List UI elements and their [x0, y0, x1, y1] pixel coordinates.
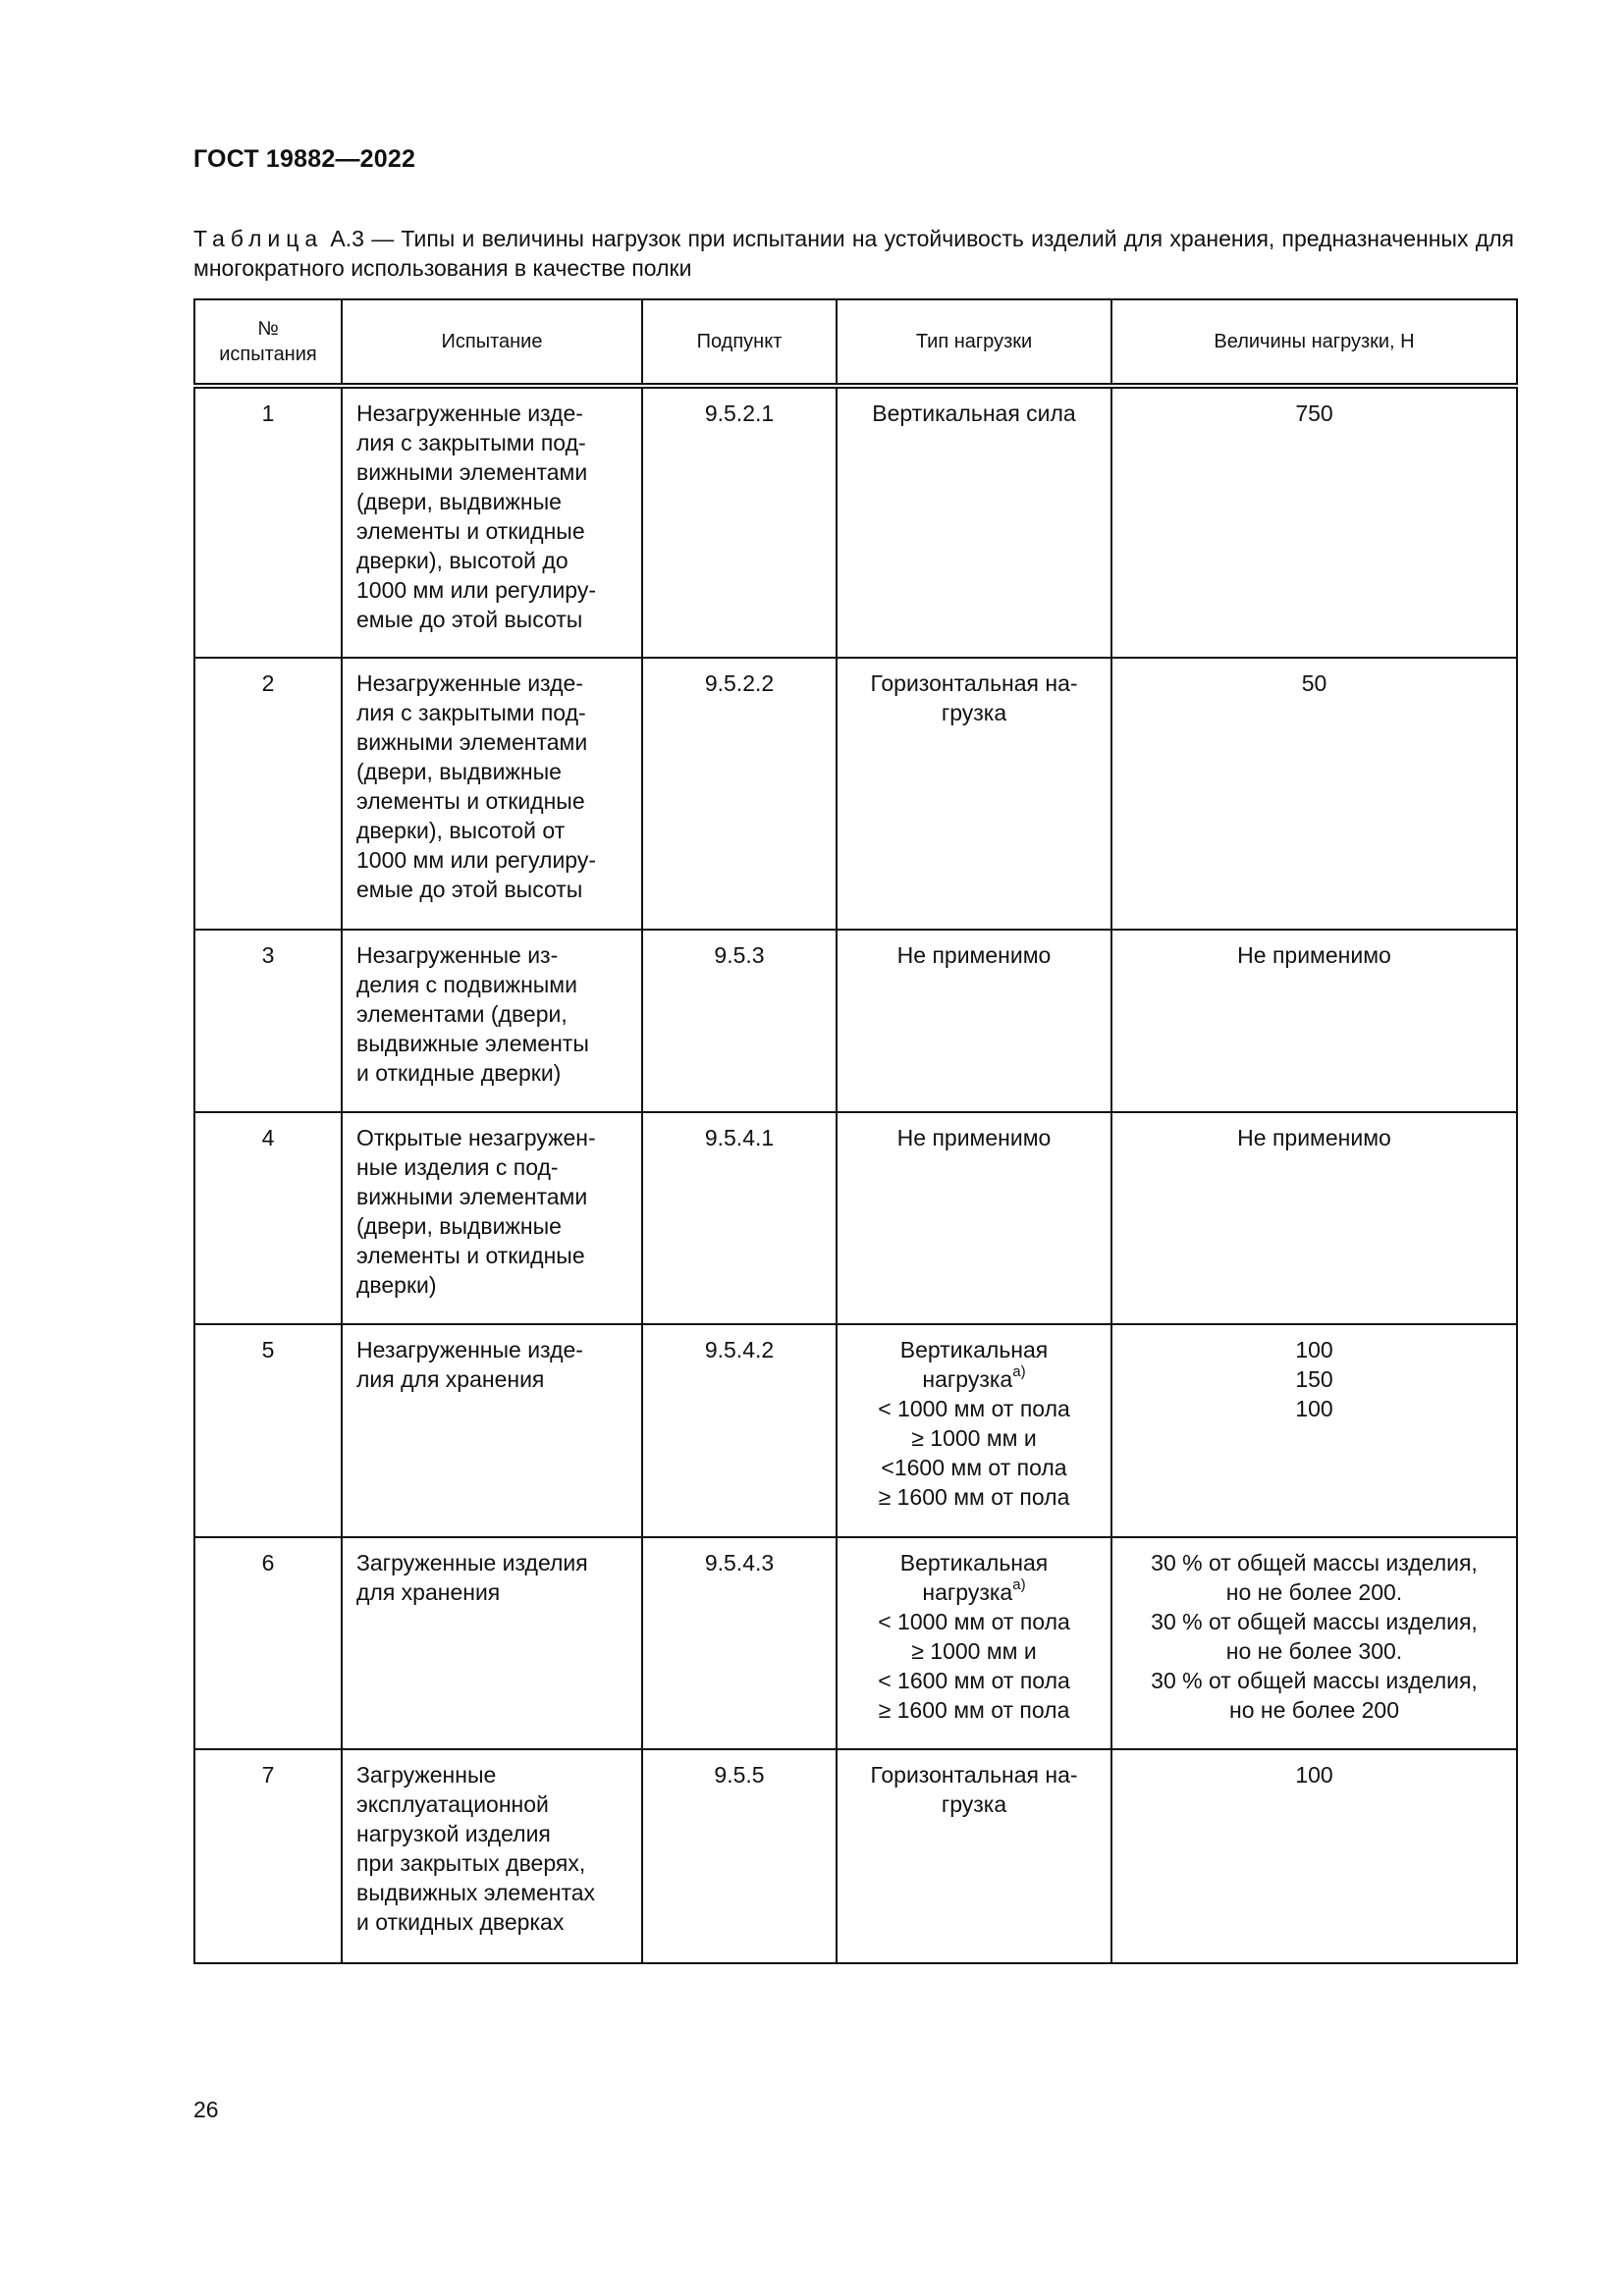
test-description-line [356, 487, 633, 516]
load-table [193, 298, 1518, 1964]
test-description-text: элементы и откидные [356, 518, 585, 544]
load-value-text: 150 [1295, 1366, 1333, 1392]
table-caption-text: А.3 — Типы и величины нагрузок при испытании на устойчивость изделий для хранения, предназначенных для многократного использования в качестве полки [193, 226, 1514, 281]
test-description-text: (двери, выдвижные [356, 489, 562, 514]
load-value-text: Не применимо [1237, 942, 1391, 968]
test-description-line [356, 1123, 633, 1152]
cell-test-number: 1 [194, 386, 342, 658]
test-description-line [356, 1577, 633, 1607]
test-description-line [356, 1907, 633, 1937]
column-header-num [194, 299, 342, 386]
load-type-text: Вертикальная [899, 1337, 1049, 1362]
load-type-text: Горизонтальная на- [870, 670, 1078, 696]
test-description-line [356, 875, 633, 904]
load-type-line [843, 1335, 1105, 1364]
load-type-text: Не применимо [896, 942, 1052, 968]
column-header-load-value: Величины нагрузки, Н [1111, 299, 1517, 386]
load-value-text: 30 % от общей массы изделия, [1151, 1609, 1478, 1634]
load-type-line [843, 1453, 1105, 1482]
document-header: ГОСТ 19882—2022 [193, 145, 416, 173]
test-description-text: ные изделия с под- [356, 1154, 559, 1180]
test-description-text: нагрузкой изделия [356, 1821, 551, 1846]
cell-load-value [1111, 1537, 1517, 1749]
footnote-marker: а) [1012, 1363, 1026, 1381]
cell-subclause: 9.5.3 [642, 930, 837, 1112]
test-description-text: дверки), высотой от [356, 818, 566, 843]
test-description-text: Незагруженные из- [356, 942, 559, 968]
load-value-line [1118, 1335, 1510, 1364]
load-type-line [843, 698, 1105, 727]
cell-load-type [837, 930, 1111, 1112]
test-description-text: вижными элементами [356, 1184, 588, 1209]
column-header-test: Испытание [342, 299, 642, 386]
test-description-line [356, 1789, 633, 1819]
test-description-text: дверки) [356, 1272, 437, 1298]
cell-load-value [1111, 930, 1517, 1112]
table-row [194, 1537, 1517, 1749]
load-type-text: ≥ 1600 мм от пола [878, 1697, 1070, 1723]
test-description-line [356, 1241, 633, 1270]
test-description-text: емые до этой высоты [356, 607, 583, 632]
test-description-text: лия для хранения [356, 1366, 545, 1392]
test-description-text: дверки), высотой до [356, 548, 568, 573]
load-value-text: но не более 200. [1225, 1579, 1403, 1605]
cell-test-number: 5 [194, 1324, 342, 1537]
table-row [194, 386, 1517, 658]
cell-load-type [837, 386, 1111, 658]
load-value-text: 100 [1295, 1396, 1333, 1421]
load-value-text: но не более 200 [1229, 1697, 1399, 1723]
test-description-line [356, 1819, 633, 1848]
load-type-line [843, 1666, 1105, 1695]
load-value-line [1118, 1695, 1510, 1725]
cell-test-description [342, 1537, 642, 1749]
cell-load-type [837, 1749, 1111, 1963]
cell-test-description [342, 1324, 642, 1537]
test-description-line [356, 605, 633, 634]
load-type-line [843, 1364, 1105, 1394]
cell-load-type [837, 658, 1111, 930]
test-description-line [356, 1548, 633, 1577]
test-description-line [356, 1848, 633, 1878]
load-type-text: грузка [941, 700, 1007, 725]
load-type-text: Не применимо [896, 1125, 1052, 1150]
cell-load-type [837, 1324, 1111, 1537]
load-value-line [1118, 399, 1510, 428]
cell-test-number: 3 [194, 930, 342, 1112]
load-value-line [1118, 940, 1510, 970]
load-value-line [1118, 1548, 1510, 1577]
load-type-text: ≥ 1600 мм от пола [878, 1484, 1070, 1510]
load-value-line [1118, 1394, 1510, 1423]
test-description-line [356, 1335, 633, 1364]
load-value-text: 750 [1295, 400, 1333, 426]
column-header-num-line1: № [257, 318, 279, 340]
load-value-line [1118, 1636, 1510, 1666]
load-value-text: 100 [1295, 1762, 1333, 1788]
load-type-text: нагрузка [922, 1579, 1013, 1605]
test-description-text: Незагруженные изде- [356, 400, 583, 426]
test-description-line [356, 786, 633, 816]
test-description-text: элементами (двери, [356, 1001, 568, 1027]
load-value-line [1118, 1666, 1510, 1695]
table-body [194, 386, 1517, 1963]
cell-test-number: 7 [194, 1749, 342, 1963]
column-header-num-line2: испытания [219, 344, 317, 365]
test-description-text: (двери, выдвижные [356, 759, 562, 784]
cell-test-description [342, 1749, 642, 1963]
cell-subclause: 9.5.2.1 [642, 386, 837, 658]
cell-subclause: 9.5.4.2 [642, 1324, 837, 1537]
test-description-line [356, 845, 633, 875]
test-description-line [356, 546, 633, 575]
load-type-line [843, 1423, 1105, 1453]
load-value-text: 30 % от общей массы изделия, [1151, 1668, 1478, 1693]
load-type-text: < 1000 мм от пола [878, 1609, 1070, 1634]
footnote-marker: а) [1012, 1576, 1026, 1594]
load-type-line [843, 1577, 1105, 1607]
load-value-text: 50 [1301, 670, 1327, 696]
table-row [194, 930, 1517, 1112]
test-description-text: Загруженные [356, 1762, 497, 1788]
test-description-line [356, 727, 633, 757]
test-description-line [356, 816, 633, 845]
test-description-text: вижными элементами [356, 459, 588, 485]
cell-load-value [1111, 1112, 1517, 1324]
load-value-line [1118, 1577, 1510, 1607]
test-description-text: эксплуатационной [356, 1791, 549, 1817]
test-description-line [356, 999, 633, 1029]
test-description-text: для хранения [356, 1579, 501, 1605]
test-description-text: при закрытых дверях, [356, 1850, 586, 1876]
test-description-line [356, 1878, 633, 1907]
load-type-line [843, 1789, 1105, 1819]
load-value-text: 100 [1295, 1337, 1333, 1362]
load-type-text: ≥ 1000 мм и [911, 1638, 1037, 1664]
test-description-text: выдвижных элементах [356, 1880, 596, 1905]
table-row [194, 658, 1517, 930]
cell-test-number: 4 [194, 1112, 342, 1324]
test-description-text: 1000 мм или регулиру- [356, 577, 597, 603]
load-value-text: Не применимо [1237, 1125, 1391, 1150]
load-type-text: ≥ 1000 мм и [911, 1425, 1037, 1451]
load-value-text: но не более 300. [1225, 1638, 1403, 1664]
page-number: 26 [193, 2097, 219, 2122]
test-description-line [356, 1270, 633, 1300]
cell-load-value [1111, 1324, 1517, 1537]
cell-test-number: 6 [194, 1537, 342, 1749]
load-type-line [843, 1482, 1105, 1512]
load-type-line [843, 1760, 1105, 1789]
test-description-line [356, 1029, 633, 1058]
test-description-line [356, 428, 633, 457]
test-description-line [356, 1211, 633, 1241]
cell-load-value [1111, 658, 1517, 930]
test-description-line [356, 970, 633, 999]
cell-load-value [1111, 386, 1517, 658]
table-row [194, 1112, 1517, 1324]
test-description-line [356, 1152, 633, 1182]
test-description-text: и откидных дверках [356, 1909, 565, 1935]
cell-subclause: 9.5.4.3 [642, 1537, 837, 1749]
column-header-subclause: Подпункт [642, 299, 837, 386]
test-description-text: лия с закрытыми под- [356, 700, 586, 725]
test-description-text: и откидные дверки) [356, 1060, 562, 1086]
load-type-line [843, 1394, 1105, 1423]
cell-load-type [837, 1537, 1111, 1749]
test-description-text: Незагруженные изде- [356, 1337, 583, 1362]
cell-load-type [837, 1112, 1111, 1324]
cell-subclause: 9.5.5 [642, 1749, 837, 1963]
test-description-text: Загруженные изделия [356, 1550, 588, 1575]
test-description-line [356, 940, 633, 970]
test-description-text: вижными элементами [356, 729, 588, 755]
load-type-line [843, 668, 1105, 698]
load-type-text: <1600 мм от пола [881, 1455, 1067, 1480]
load-type-text: Горизонтальная на- [870, 1762, 1078, 1788]
cell-test-description [342, 930, 642, 1112]
load-value-text: 30 % от общей массы изделия, [1151, 1550, 1478, 1575]
test-description-line [356, 457, 633, 487]
load-type-line [843, 399, 1105, 428]
load-type-line [843, 1607, 1105, 1636]
test-description-text: (двери, выдвижные [356, 1213, 562, 1239]
test-description-text: Незагруженные изде- [356, 670, 583, 696]
load-type-text: грузка [941, 1791, 1007, 1817]
load-type-text: Вертикальная сила [872, 400, 1076, 426]
load-type-text: < 1000 мм от пола [878, 1396, 1070, 1421]
load-type-line [843, 1123, 1105, 1152]
test-description-text: выдвижные элементы [356, 1031, 589, 1056]
table-caption-label: Таблица [193, 226, 324, 251]
table-row [194, 1324, 1517, 1537]
load-type-line [843, 1548, 1105, 1577]
test-description-text: делия с подвижными [356, 972, 577, 997]
test-description-line [356, 399, 633, 428]
load-value-line [1118, 1760, 1510, 1789]
load-type-line [843, 940, 1105, 970]
cell-subclause: 9.5.2.2 [642, 658, 837, 930]
table-caption [193, 224, 1514, 283]
load-type-text: нагрузка [922, 1366, 1013, 1392]
test-description-line [356, 516, 633, 546]
test-description-line [356, 757, 633, 786]
test-description-line [356, 668, 633, 698]
test-description-text: 1000 мм или регулиру- [356, 847, 597, 873]
cell-load-value [1111, 1749, 1517, 1963]
table-row [194, 1749, 1517, 1963]
test-description-line [356, 1364, 633, 1394]
load-value-line [1118, 668, 1510, 698]
test-description-line [356, 1058, 633, 1088]
load-value-line [1118, 1364, 1510, 1394]
column-header-load-type: Тип нагрузки [837, 299, 1111, 386]
test-description-text: емые до этой высоты [356, 877, 583, 902]
load-value-line [1118, 1123, 1510, 1152]
test-description-line [356, 1182, 633, 1211]
cell-test-number: 2 [194, 658, 342, 930]
load-value-line [1118, 1607, 1510, 1636]
cell-test-description [342, 386, 642, 658]
load-type-text: < 1600 мм от пола [878, 1668, 1070, 1693]
test-description-text: элементы и откидные [356, 1243, 585, 1268]
test-description-line [356, 698, 633, 727]
cell-test-description [342, 1112, 642, 1324]
test-description-text: элементы и откидные [356, 788, 585, 814]
load-type-text: Вертикальная [899, 1550, 1049, 1575]
test-description-line [356, 575, 633, 605]
test-description-line [356, 1760, 633, 1789]
test-description-text: Открытые незагружен- [356, 1125, 596, 1150]
cell-subclause: 9.5.4.1 [642, 1112, 837, 1324]
load-type-line [843, 1636, 1105, 1666]
table-header-row [194, 299, 1517, 386]
cell-test-description [342, 658, 642, 930]
load-type-line [843, 1695, 1105, 1725]
test-description-text: лия с закрытыми под- [356, 430, 586, 455]
